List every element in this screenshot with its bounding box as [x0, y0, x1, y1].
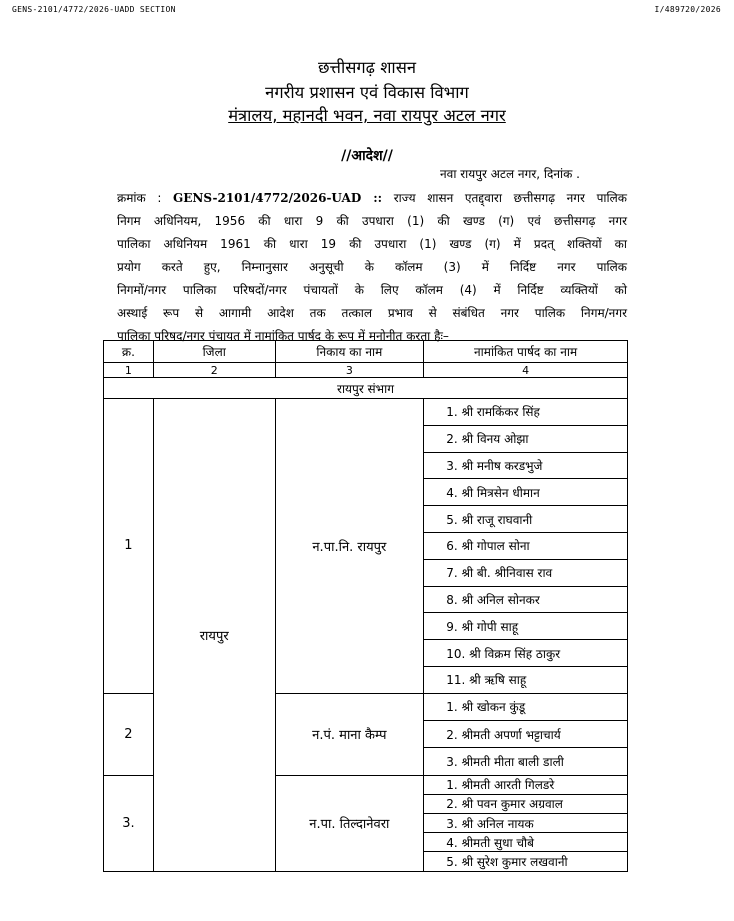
nominee-list	[424, 775, 628, 871]
nominee-name: 11. श्री ऋषि साहू	[446, 673, 527, 688]
nominee-name: 9. श्री गोपी साहू	[424, 613, 627, 640]
column-number-row	[104, 363, 628, 378]
government-title: छत्तीसगढ़ शासन	[317, 58, 417, 77]
header-names: नामांकित पार्षद का नाम	[424, 341, 628, 363]
header-sno: क्र.	[104, 341, 154, 363]
nominee-name: 1. श्री खोकन कुंडू	[424, 694, 627, 721]
header-district: जिला	[153, 341, 275, 363]
nominee-name: 3. श्री मनीष करडभुजे	[424, 452, 627, 479]
order-paragraph	[117, 187, 627, 348]
row-sno: 1	[104, 399, 154, 694]
order-text-1: राज्य शासन एतद्द्वारा छत्तीसगढ़ नगर पालिक	[393, 191, 627, 205]
nominee-list	[424, 693, 628, 775]
nominee-name: 1. श्रीमती आरती गिलडरे	[424, 776, 627, 795]
nominee-name: 8. श्री अनिल सोनकर	[424, 586, 627, 613]
header-body: निकाय का नाम	[275, 341, 424, 363]
nominee-name: 2. श्री पवन कुमार अग्रवाल	[424, 794, 627, 813]
section-title: रायपुर संभाग	[104, 378, 628, 399]
nominee-name: 5. श्री राजू राघवानी	[424, 506, 627, 533]
nominee-name: 7. श्री बी. श्रीनिवास राव	[424, 559, 627, 586]
body-name: न.पा.नि. रायपुर	[275, 399, 424, 694]
col-number: 3	[275, 363, 424, 378]
nominee-name: 3. श्री अनिल नायक	[424, 814, 627, 833]
nominee-list	[424, 399, 628, 694]
office-address: मंत्रालय, महानदी भवन, नवा रायपुर अटल नगर	[228, 106, 506, 125]
col-number: 2	[153, 363, 275, 378]
file-reference: GENS-2101/4772/2026-UADD SECTION	[12, 5, 176, 14]
district-name: रायपुर	[153, 399, 275, 872]
order-number: GENS-2101/4772/2026-UAD ::	[173, 191, 383, 205]
nominee-name: 4. श्री मित्रसेन धीमान	[424, 479, 627, 506]
nominee-name: 3. श्रीमती मीता बाली डाली	[446, 755, 564, 769]
order-line-7: पालिका परिषद/नगर पंचायत में नामांकित पार्षद के रूप में मनोनीत करता हैः–	[117, 329, 449, 343]
table-header-row	[104, 341, 628, 363]
body-name: न.पा. तिल्दानेवरा	[275, 775, 424, 871]
order-line-6: अस्थाई रूप से आगामी आदेश तक तत्काल प्रभाव से संबंधित नगर पालिक निगम/नगर	[117, 306, 627, 320]
nominee-name: 2. श्री विनय ओझा	[424, 425, 627, 452]
nominee-name: 10. श्री विक्रम सिंह ठाकुर	[424, 640, 627, 667]
order-heading: //आदेश//	[341, 148, 393, 164]
nomination-table	[103, 340, 628, 872]
kramank-label: क्रमांक :	[117, 191, 162, 205]
nominee-name: 5. श्री सुरेश कुमार लखवानी	[446, 855, 568, 869]
order-line-3: पालिका अधिनियम 1961 की धारा 19 की उपधारा (1) खण्ड (ग) में प्रदत् शक्तियों का	[117, 237, 627, 251]
nominee-name: 1. श्री रामकिंकर सिंह	[424, 399, 627, 425]
table-row	[104, 399, 628, 694]
nominee-name: 4. श्रीमती सुधा चौबे	[424, 833, 627, 852]
order-line-2: निगम अधिनियम, 1956 की धारा 9 की उपधारा (1) की खण्ड (ग) एवं छत्तीसगढ़ नगर	[117, 214, 627, 228]
receipt-number: I/489720/2026	[654, 5, 721, 14]
col-number: 4	[424, 363, 628, 378]
order-line-5: निगमों/नगर पालिका परिषदों/नगर पंचायतों के लिए कॉलम (4) में निर्दिष्ट व्यक्तियों को	[117, 283, 627, 297]
section-row	[104, 378, 628, 399]
order-line-1	[117, 187, 627, 210]
order-line-4: प्रयोग करते हुए, निम्नानुसार अनुसूची के कॉलम (3) में निर्दिष्ट नगर पालिक	[117, 260, 627, 274]
row-sno: 2	[104, 693, 154, 775]
place-date: नवा रायपुर अटल नगर, दिनांक .	[440, 167, 580, 181]
department-title: नगरीय प्रशासन एवं विकास विभाग	[265, 83, 469, 102]
row-sno: 3.	[104, 775, 154, 871]
nominee-name: 6. श्री गोपाल सोना	[424, 532, 627, 559]
nominee-name: 2. श्रीमती अपर्णा भट्टाचार्य	[424, 721, 627, 748]
col-number: 1	[104, 363, 154, 378]
body-name: न.पं. माना कैम्प	[275, 693, 424, 775]
